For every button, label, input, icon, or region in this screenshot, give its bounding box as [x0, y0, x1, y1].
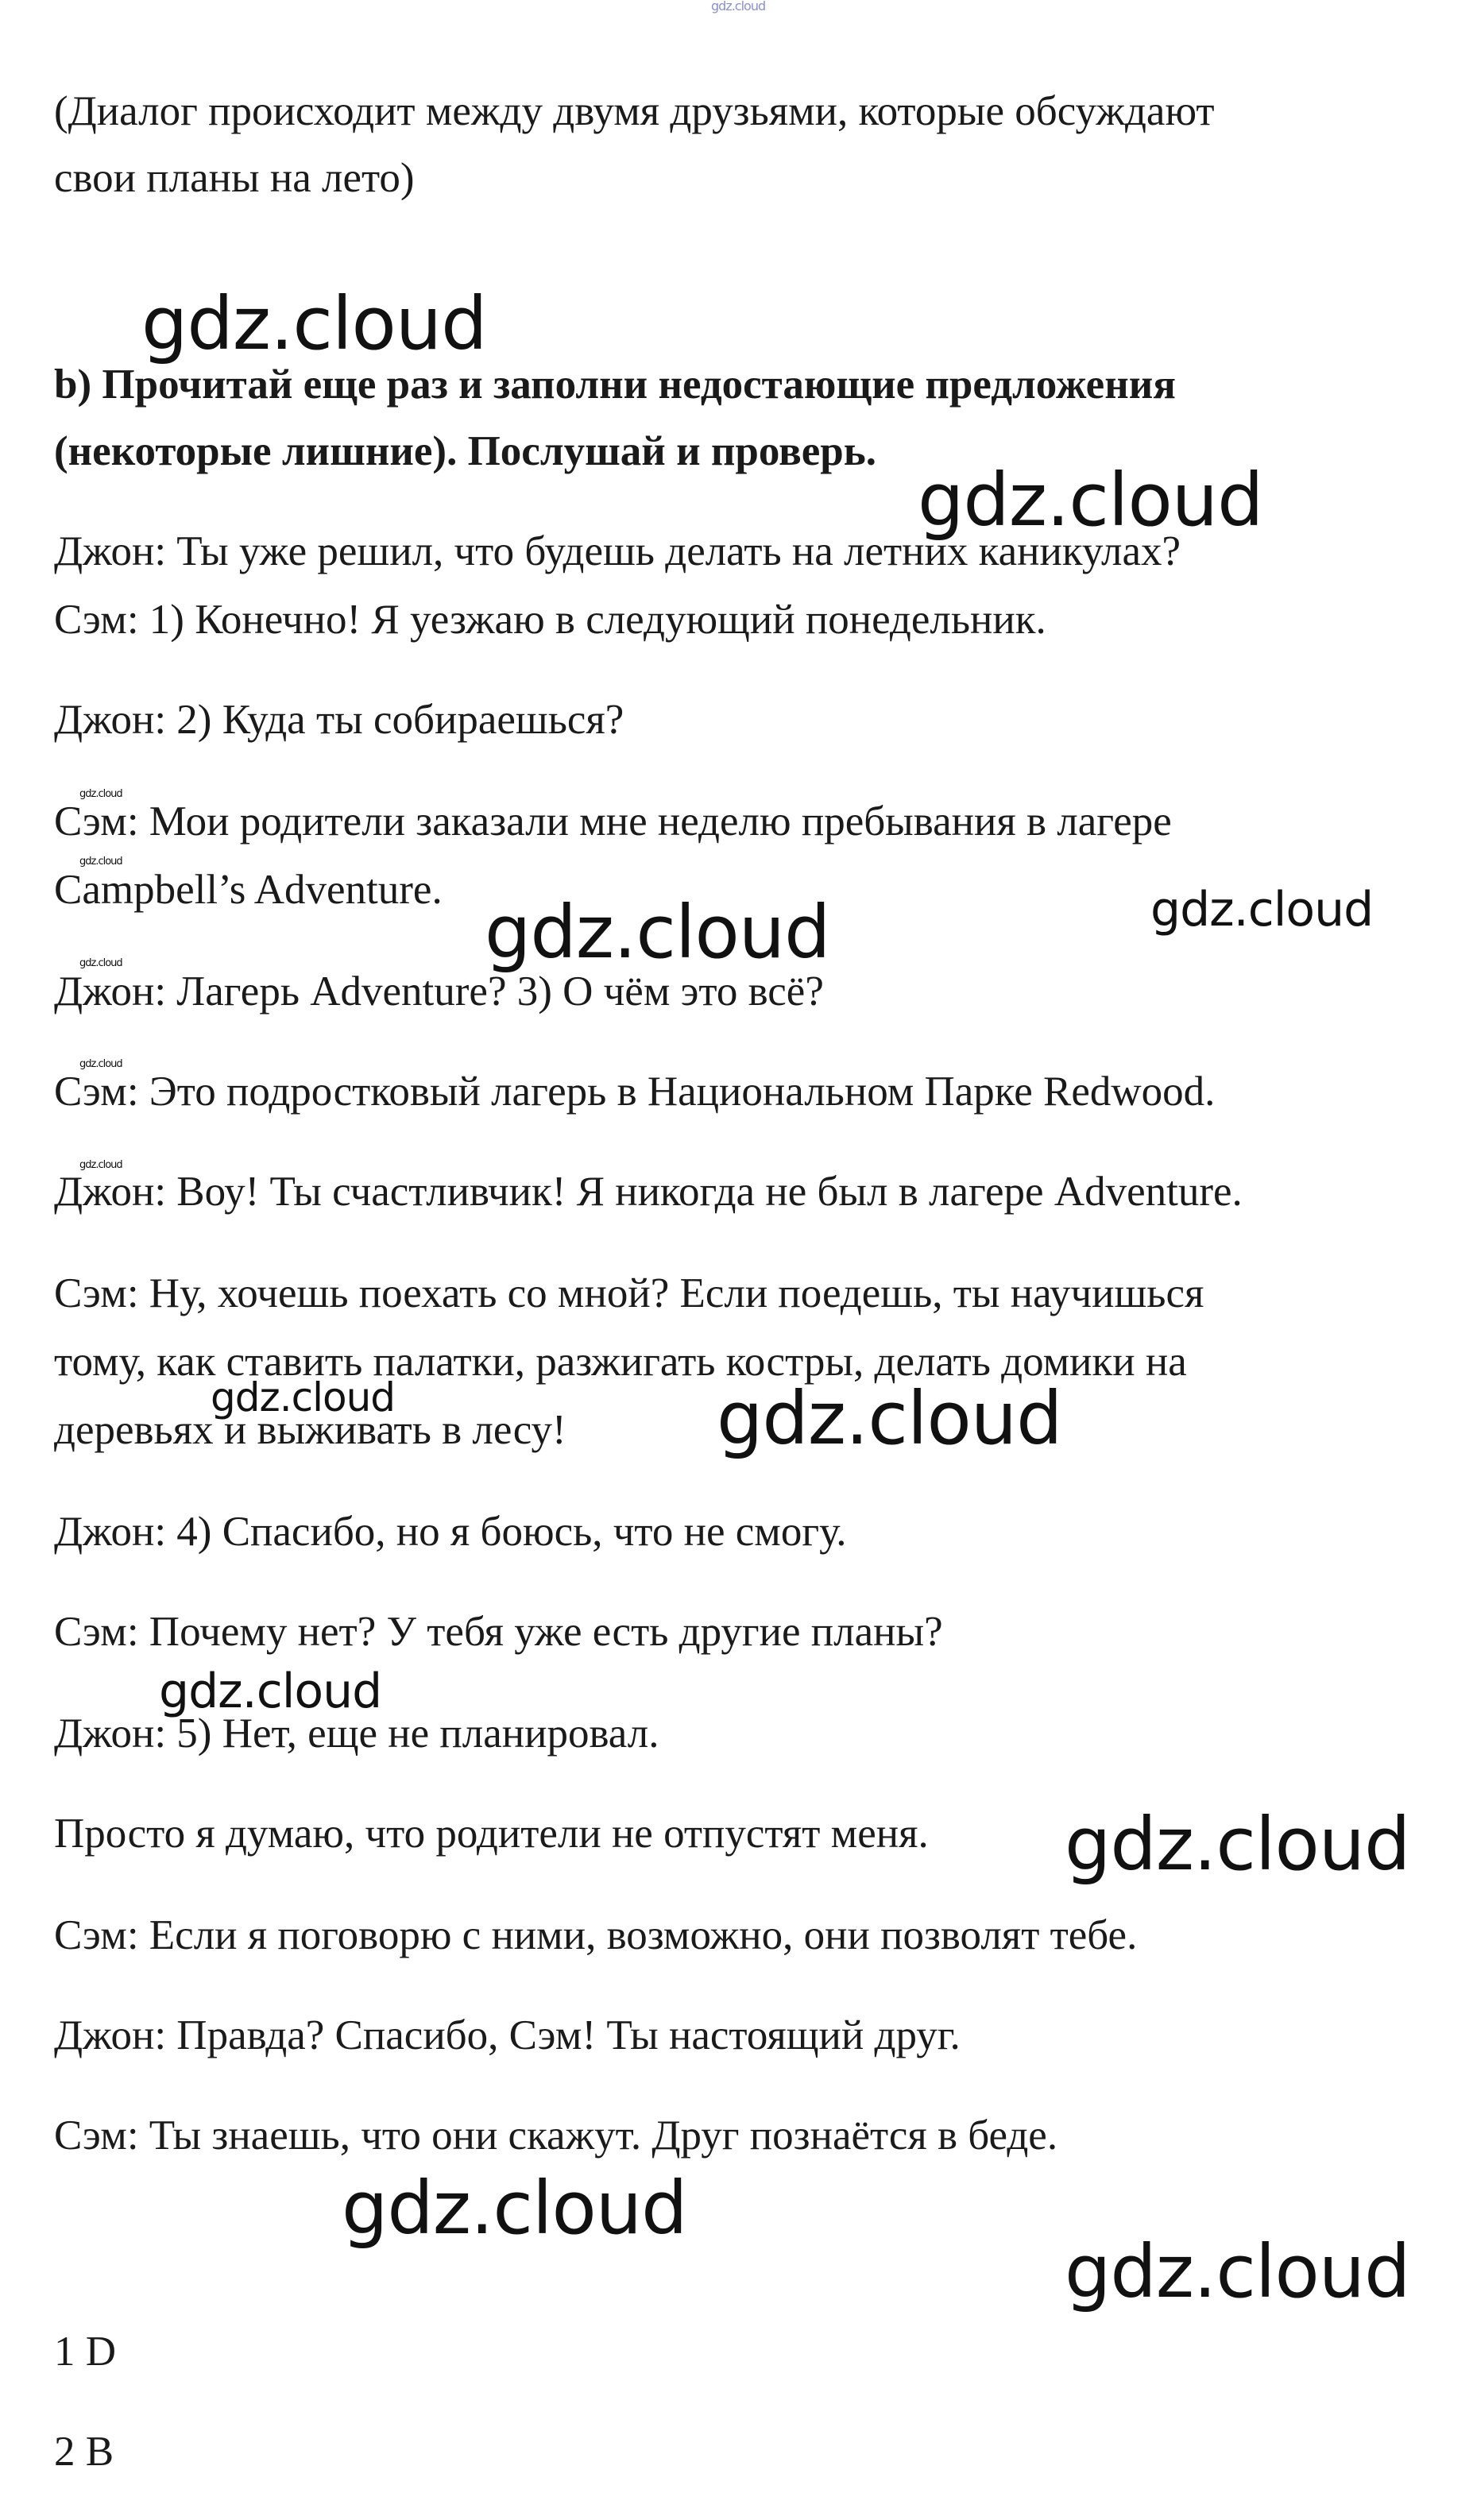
watermark: gdz.cloud	[918, 458, 1263, 543]
dialogue-line: Campbell’s Adventure.	[54, 867, 443, 913]
dialogue-line: Джон: 5) Нет, еще не планировал.	[54, 1710, 659, 1757]
dialogue-line: Джон: Ты уже решил, что будешь делать на летних каникулах?	[54, 528, 1181, 574]
watermark: gdz.cloud	[159, 1664, 382, 1719]
task-heading-cont: (некоторые лишние). Послушай и проверь.	[54, 428, 876, 474]
dialogue-line: Сэм: Почему нет? У тебя уже есть другие планы?	[54, 1609, 943, 1655]
dialogue-line: Сэм: Ну, хочешь поехать со мной? Если поедешь, ты научишься	[54, 1270, 1204, 1316]
watermark: gdz.cloud	[1065, 2229, 1410, 2314]
intro-text-cont: свои планы на лето)	[54, 155, 415, 201]
watermark-small: gdz.cloud	[79, 1159, 122, 1171]
watermark: gdz.cloud	[485, 890, 830, 975]
intro-text: (Диалог происходит между двумя друзьями, которые обсуждают	[54, 88, 1215, 134]
watermark-small: gdz.cloud	[79, 856, 122, 868]
watermark-small: gdz.cloud	[79, 788, 122, 800]
answer-item: 2 B	[54, 2429, 114, 2475]
watermark: gdz.cloud	[1150, 882, 1374, 937]
watermark: gdz.cloud	[141, 281, 487, 366]
dialogue-line: Джон: 2) Куда ты собираешься?	[54, 697, 624, 743]
dialogue-line: Джон: Лагерь Adventure? 3) О чём это всё?	[54, 968, 824, 1015]
dialogue-line: Джон: Правда? Спасибо, Сэм! Ты настоящий друг.	[54, 2012, 961, 2058]
watermark: gdz.cloud	[1065, 1802, 1410, 1887]
watermark-small: gdz.cloud	[79, 957, 122, 969]
dialogue-line: Сэм: 1) Конечно! Я уезжаю в следующий понедельник.	[54, 597, 1046, 643]
watermark-top: gdz.cloud	[711, 0, 766, 14]
dialogue-line: Сэм: Это подростковый лагерь в Национальном Парке Redwood.	[54, 1069, 1216, 1115]
dialogue-line: Просто я думаю, что родители не отпустят меня.	[54, 1811, 929, 1857]
dialogue-line: Сэм: Если я поговорю с ними, возможно, они позволят тебе.	[54, 1912, 1138, 1958]
dialogue-line: Сэм: Мои родители заказали мне неделю пребывания в лагере	[54, 798, 1172, 845]
answer-item: 1 D	[54, 2329, 117, 2375]
watermark-small: gdz.cloud	[79, 1058, 122, 1070]
dialogue-line: Сэм: Ты знаешь, что они скажут. Друг познаётся в беде.	[54, 2112, 1058, 2159]
dialogue-line: Джон: Воу! Ты счастливчик! Я никогда не был в лагере Adventure.	[54, 1169, 1243, 1215]
dialogue-line: тому, как ставить палатки, разжигать костры, делать домики на	[54, 1339, 1187, 1385]
dialogue-line: Джон: 4) Спасибо, но я боюсь, что не смогу.	[54, 1509, 847, 1555]
watermark: gdz.cloud	[211, 1374, 396, 1420]
dialogue-line: деревьях и выживать в лесу!	[54, 1407, 566, 1453]
watermark: gdz.cloud	[717, 1376, 1062, 1461]
watermark: gdz.cloud	[342, 2166, 687, 2251]
task-heading: b) Прочитай еще раз и заполни недостающие предложения	[54, 361, 1176, 408]
